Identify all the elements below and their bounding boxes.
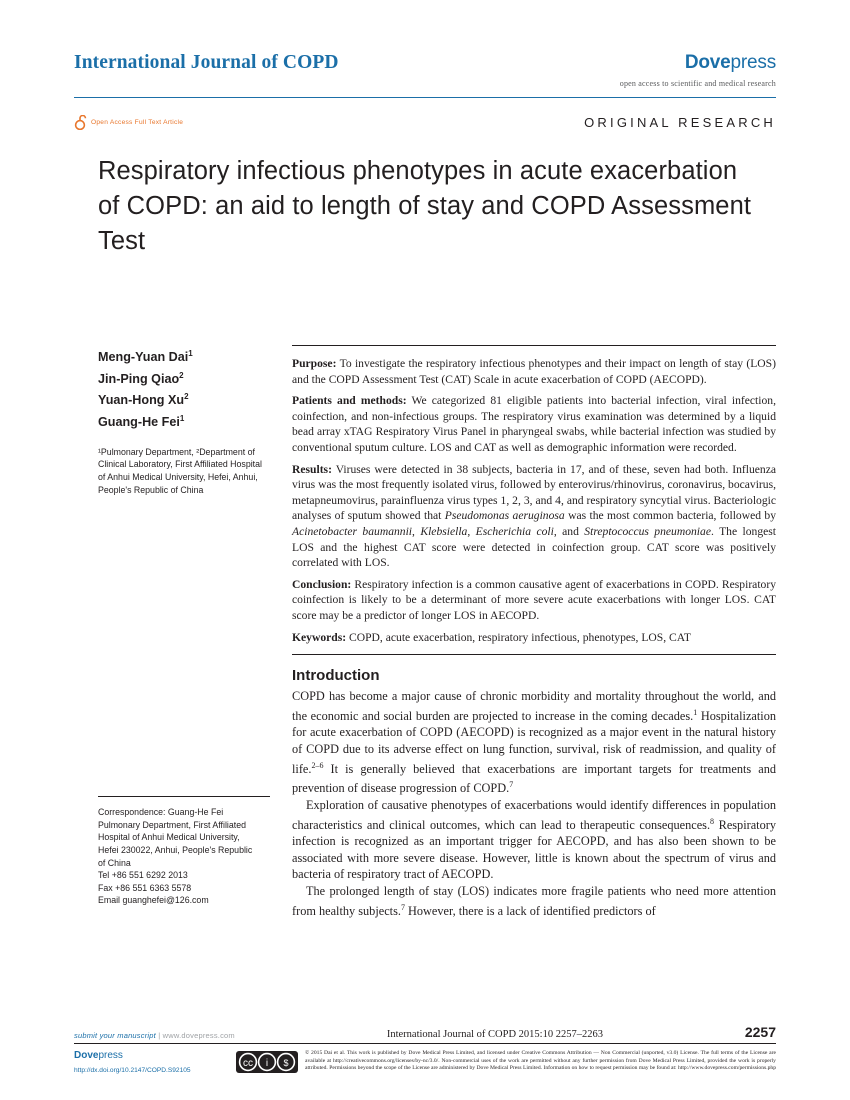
citation-ref[interactable]: 2–6 [311, 760, 324, 770]
license-line: © 2015 Dai et al. This work is published by Dove Medical Press Limited, and licensed under Creative Commons Attribution — Non Commercial (unported, v3.0) [305, 1050, 679, 1056]
abstract-results-text: , [467, 524, 476, 538]
dovepress-logo-main: Dove [684, 52, 731, 73]
open-access-badge[interactable] [74, 115, 183, 130]
correspondence-line: Correspondence: Guang-He Fei [98, 807, 224, 818]
keywords-label: Keywords: [292, 630, 347, 644]
intro-paragraph-3 [292, 883, 776, 919]
organism-name: Klebsiella [420, 524, 468, 538]
intro-text: However, there is a lack of identified predictors of [404, 903, 656, 918]
section-divider [292, 654, 776, 655]
intro-text: It is generally believed that exacerbations are important targets for treatments and prevention of disease progression of COPD. [292, 761, 776, 796]
abstract-results-label: Results: [292, 462, 332, 476]
svg-text:$: $ [283, 1058, 289, 1068]
organism-name: Streptococcus pneumoniae [584, 524, 711, 538]
author-item [98, 410, 270, 432]
keywords-text: COPD, acute exacerbation, respiratory infectious, phenotypes, LOS, CAT [346, 630, 691, 644]
svg-text:i: i [265, 1058, 269, 1069]
footer-publisher-block [74, 1050, 226, 1078]
author-name: Meng-Yuan Dai [98, 350, 189, 365]
abstract-results [292, 462, 776, 571]
correspondence-line: Hefei 230022, Anhui, People's Republic [98, 844, 253, 855]
author-list [98, 345, 270, 432]
abstract-results-text: was the most common bacteria, followed by [564, 509, 777, 523]
author-name: Guang-He Fei [98, 415, 180, 430]
abstract-results-text: , [412, 524, 421, 538]
author-affil-marker: 2 [179, 370, 184, 380]
page-footer [74, 1024, 776, 1078]
author-item [98, 367, 270, 389]
author-name: Yuan-Hong Xu [98, 393, 185, 408]
open-access-label: Open Access Full Text Article [91, 118, 184, 126]
body-area [74, 345, 776, 919]
publisher-tagline: open access to scientific and medical research [619, 79, 776, 88]
abstract-methods-text: We categorized 81 eligible patients into bacterial infection, viral infection, coinfection, and non-infectious groups. The respiratory virus examination was determined by a liquid bead array xTAG Respiratory Virus Panel in pharyngeal swabs, while bacterial infection was studied by conventional sputum culture. LOS and CAT as well as demographic information were recorded. [292, 394, 776, 454]
footer-citation: International Journal of COPD 2015:10 2257–2263 [386, 1029, 603, 1040]
correspondence-fax: Fax +86 551 6363 5578 [98, 882, 192, 893]
license-text [305, 1050, 776, 1073]
organism-name: Pseudomonas aeruginosa [444, 509, 565, 523]
author-affil-marker: 2 [184, 392, 189, 402]
correspondence-block [98, 796, 270, 907]
intro-text: The prolonged length of stay (LOS) indicates more fragile patients who need more attention from healthy subjects. [292, 884, 776, 918]
citation-ref[interactable]: 8 [710, 816, 715, 826]
creative-commons-by-nc-icon [236, 1051, 298, 1078]
submit-manuscript-link[interactable] [74, 1031, 235, 1040]
page-title: Respiratory infectious phenotypes in acute exacerbation of COPD: an aid to length of stay and COPD Assessment Test [98, 157, 752, 255]
author-name: Jin-Ping Qiao [98, 371, 180, 386]
dovepress-logo-suffix: press [730, 52, 776, 73]
organism-name: Acinetobacter baumannii [292, 524, 413, 538]
intro-paragraph-2 [292, 797, 776, 883]
submit-manuscript-label: submit your manuscript [74, 1031, 156, 1040]
license-line: how to request permission may be found at: http://www.dovepress.com/permissions.php [578, 1065, 776, 1072]
intro-text: Respiratory infection is recognized as an important trigger for AECOPD, and has also been shown to be associated with more severe disease. However, little is known about the spectrum of virus and bacteria of respiratory tract of AECOPD. [292, 817, 776, 882]
journal-title: International Journal of COPD [74, 52, 339, 73]
footer-dovepress-logo [74, 1050, 123, 1061]
abstract-results-text: . The longest LOS and the highest CAT score were detected in coinfection group. CAT score was positively correlated with LOS. [292, 524, 776, 570]
abstract-methods [292, 393, 776, 455]
dovepress-logo [620, 52, 776, 74]
author-affil-marker: 1 [188, 349, 193, 358]
masthead [74, 52, 776, 98]
citation-ref[interactable]: 7 [400, 902, 405, 912]
intro-text: Exploration of causative phenotypes of exacerbations would identify differences in population characteristics and clinical outcomes, which can lead to therapeutic consequences. [292, 797, 776, 832]
author-item [98, 345, 270, 367]
page-number: 2257 [744, 1024, 776, 1040]
correspondence-line: Pulmonary Department, First Affiliated [98, 819, 246, 830]
open-access-lock-icon [74, 115, 87, 130]
footer-bottom-row [74, 1050, 776, 1078]
correspondence-line: of China [98, 857, 131, 868]
article-type-label: ORIGINAL RESEARCH [584, 114, 776, 130]
organism-name: Escherichia coli [475, 524, 554, 538]
publisher-block [620, 52, 776, 88]
abstract-purpose-label: Purpose: [292, 357, 337, 370]
abstract-results-text: Viruses were detected in 38 subjects, bacteria in 17, and of these, seven had both. Influenza virus was the most frequently isolated virus, followed by enterovirus/rhinovirus, coronavirus, bocavirus, metapneumovirus, parainfluenza virus types 1, 2, 3, and 4, and respiratory syncytial virus. Bacteriologic analyses of sputum showed that [292, 462, 776, 523]
section-heading-introduction: Introduction [292, 667, 380, 685]
footer-dove-main: Dove [74, 1050, 99, 1061]
abstract-purpose-text: To investigate the respiratory infectious phenotypes and their impact on length of stay (LOS) and the COPD Assessment Test (CAT) Scale in acute exacerbation of COPD (AECOPD). [292, 357, 776, 386]
citation-ref[interactable]: 1 [693, 707, 698, 717]
abstract-methods-label: Patients and methods: [292, 394, 407, 408]
footer-top-row [74, 1024, 776, 1044]
author-item [98, 388, 270, 410]
citation-ref[interactable]: 7 [509, 780, 514, 790]
intro-text: Hospitalization for acute exacerbation of COPD (AECOPD) is recognized as a major event in the natural history of COPD due to its adverse effect on lung function, survival, risk of readmission, and quality of life. [292, 708, 776, 776]
abstract-conclusion [292, 577, 776, 624]
correspondence-line: Hospital of Anhui Medical University, [98, 832, 240, 843]
intro-paragraph-1 [292, 688, 776, 797]
abstract-conclusion-label: Conclusion: [292, 577, 352, 591]
intro-text: COPD has become a major cause of chronic morbidity and mortality throughout the world, and the economic and social burden are projected to increase in the coming decades. [292, 689, 776, 723]
doi-link[interactable]: http://dx.doi.org/10.2147/COPD.S92105 [74, 1067, 191, 1074]
correspondence-tel: Tel +86 551 6292 2013 [98, 870, 188, 881]
abstract-purpose [292, 356, 776, 387]
license-block [236, 1050, 776, 1078]
license-line: License. The full terms of the License are available at http://creativecommons.org/licenses/by-nc/3.0/. Non-commercial uses of the work are permitted without any further [305, 1050, 777, 1064]
abstract-results-text: , and [553, 524, 585, 538]
left-column [74, 345, 270, 919]
author-affil-marker: 1 [179, 414, 185, 424]
right-column [292, 345, 776, 919]
affiliations: ¹Pulmonary Department, ²Department of Clinical Laboratory, First Affiliated Hospital of Anhui Medical University, Hefei, Anhui, People's Republic of China [98, 446, 262, 495]
correspondence-email[interactable]: Email guanghefei@126.com [98, 895, 209, 906]
keywords [292, 630, 776, 646]
svg-text:cc: cc [243, 1058, 253, 1069]
license-line: permission from Dove Medical Press Limited, provided the work is properly attributed. Permissions beyond the scope of the License are administered by Dove Medical Press Limited. Information on [305, 1057, 776, 1072]
open-access-row [74, 112, 776, 132]
footer-dove-suffix: press [98, 1050, 123, 1061]
submit-manuscript-url: | www.dovepress.com [158, 1031, 235, 1040]
abstract-conclusion-text: Respiratory infection is a common causative agent of exacerbations in COPD. Respiratory coinfection is likely to be a determinant of more severe acute exacerbations with longer LOS. CAT score may be a predictor of longer LOS in AECOPD. [292, 577, 776, 622]
